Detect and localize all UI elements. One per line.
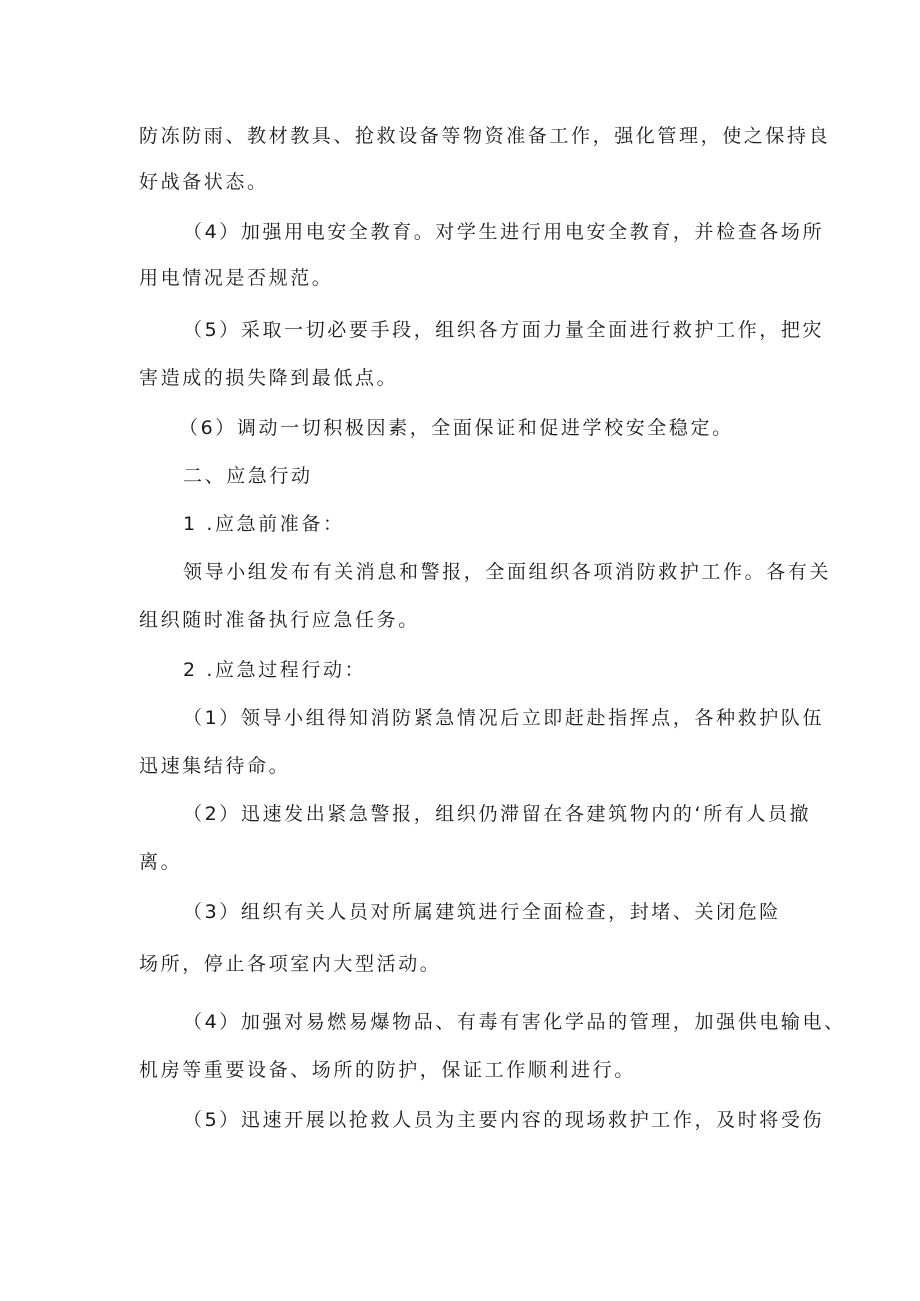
- section-heading: 二、应急行动: [183, 465, 313, 487]
- text-line-21: （5）迅速开展以抢救人员为主要内容的现场救护工作，及时将受伤: [183, 1109, 825, 1131]
- text-line-2: 好战备状态。: [139, 171, 269, 193]
- text-line-1: 防冻防雨、教材教具、抢救设备等物资准备工作，强化管理，使之保持良: [139, 125, 831, 147]
- text-line-20: 机房等重要设备、场所的防护，保证工作顺利进行。: [139, 1059, 636, 1081]
- text-line-10: 领导小组发布有关消息和警报，全面组织各项消防救护工作。各有关: [183, 561, 832, 583]
- subsection-heading-2: 2 .应急过程行动：: [183, 659, 367, 681]
- text-line-4: 用电情况是否规范。: [139, 267, 334, 289]
- text-line-5: （5）采取一切必要手段，组织各方面力量全面进行救护工作，把灾: [183, 319, 825, 341]
- text-line-18: 场所，停止各项室内大型活动。: [139, 953, 442, 975]
- text-line-16: 离。: [139, 851, 183, 873]
- text-line-7: （6）调动一切积极因素，全面保证和促进学校安全稳定。: [179, 417, 734, 439]
- text-line-17: （3）组织有关人员对所属建筑进行全面检查，封堵、关闭危险: [183, 901, 781, 923]
- text-line-19: （4）加强对易燃易爆物品、有毒有害化学品的管理，加强供电输电、: [183, 1011, 846, 1033]
- text-line-14: 迅速集结待命。: [139, 755, 291, 777]
- text-line-15: （2）迅速发出紧急警报，组织仍滞留在各建筑物内的‘所有人员撤: [183, 803, 812, 825]
- text-line-3: （4）加强用电安全教育。对学生进行用电安全教育，并检查各场所: [183, 221, 825, 243]
- text-line-11: 组织随时准备执行应急任务。: [139, 609, 420, 631]
- text-line-13: （1）领导小组得知消防紧急情况后立即赶赴指挥点，各种救护队伍: [183, 707, 825, 729]
- subsection-heading-1: 1 .应急前准备：: [183, 513, 345, 535]
- text-line-6: 害造成的损失降到最低点。: [139, 367, 399, 389]
